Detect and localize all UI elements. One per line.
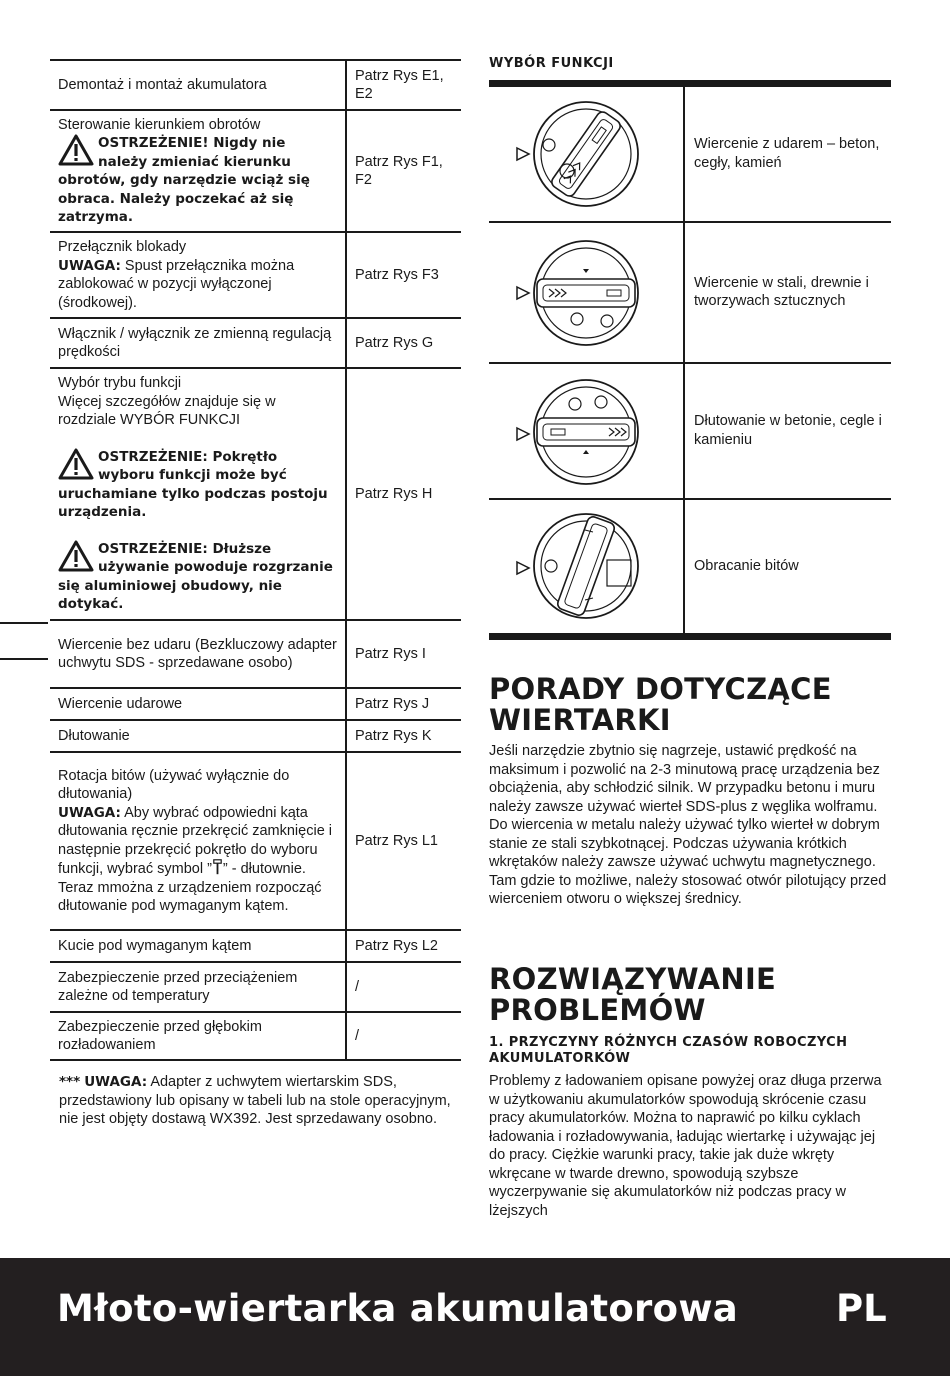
dial-bit-rotation-icon [489, 500, 683, 628]
warning-triangle-icon [58, 448, 94, 480]
warning-block [58, 134, 337, 227]
footnote [59, 1073, 454, 1129]
features-table [50, 59, 461, 1061]
row-label: Dłutowanie [50, 720, 346, 752]
warning-text: OSTRZEŻENIE! Nigdy nie należy zmieniać kierunku obrotów, gdy narzędzie wciąż się obraca. Należy poczekać aż się zatrzyma. [58, 135, 310, 225]
row-ref: Patrz Rys F1, F2 [346, 110, 461, 232]
row-label-cell [50, 110, 346, 232]
row-label: Demontaż i montaż akumulatora [50, 60, 346, 110]
row-label-cell [50, 752, 346, 930]
table-row [50, 930, 461, 962]
warning-text: OSTRZEŻENIE: Pokrętło wyboru funkcji może być uruchamiane tylko podczas postoju urządzenia. [58, 448, 328, 521]
warning-text: OSTRZEŻENIE: Dłuższe używanie powoduje rozgrzanie się aluminiowej obudowy, nie dotykać. [58, 540, 333, 613]
table-row [50, 962, 461, 1012]
margin-mark [0, 658, 48, 660]
row-ref: Patrz Rys H [346, 368, 461, 620]
row-label-cell [50, 368, 346, 620]
table-row [489, 363, 891, 499]
function-text: Wiercenie w stali, drewnie i tworzywach sztucznych [684, 222, 891, 364]
warning-block [58, 448, 337, 522]
function-text: Obracanie bitów [684, 499, 891, 637]
row-ref: / [346, 962, 461, 1012]
functions-table [489, 80, 891, 640]
table-row [489, 222, 891, 364]
function-text: Dłutowanie w betonie, cegle i kamieniu [684, 363, 891, 499]
warning-triangle-icon [58, 540, 94, 572]
row-label: Zabezpieczenie przed głębokim rozładowaniem [50, 1012, 346, 1060]
margin-mark [0, 622, 48, 624]
language-code: PL [836, 1287, 887, 1330]
row-label: Wiercenie bez udaru (Bezkluczowy adapter uchwytu SDS - sprzedawane osobo) [50, 620, 346, 688]
table-row [50, 752, 461, 930]
row-label: Rotacja bitów (używać wyłącznie do dłutowania) [58, 767, 290, 802]
row-ref: Patrz Rys L1 [346, 752, 461, 930]
row-ref: Patrz Rys J [346, 688, 461, 720]
row-label-detail: Więcej szczegółów znajduje się w rozdziale WYBÓR FUNKCJI [58, 393, 276, 429]
tips-body: Jeśli narzędzie zbytnio się nagrzeje, ustawić prędkość na maksimum i pozwolić na 2-3 minutową pracę urządzenia bez obciążenia, aby schłodzić silnik. W przypadku betonu i muru należy zawsze używać wierteł SDS-plus z węglika wolframu. Do wiercenia w metalu należy używać tylko wierteł w dobrym stanie ze stali szybkotnącej. Podczas używania krótkich wkrętaków należy zawsze używać uchwytu magnetycznego. Tam gdzie to możliwe, należy stosować otwór pilotujący przed wierceniem otworu o większej średnicy. [489, 743, 887, 907]
dial-hammer-drill-icon [489, 87, 683, 215]
dial-cell [489, 84, 684, 222]
table-row [50, 688, 461, 720]
row-ref: Patrz Rys I [346, 620, 461, 688]
warning-triangle-icon [58, 134, 94, 166]
row-label: Sterowanie kierunkiem obrotów [58, 116, 261, 133]
row-label: Zabezpieczenie przed przeciążeniem zależne od temperatury [50, 962, 346, 1012]
note-text-end: ” - dłutownie. Teraz mmożna z urządzeniem rozpocząć dłutowanie pod wymaganym kątem. [58, 861, 322, 914]
table-row [50, 620, 461, 688]
row-label-cell [50, 232, 346, 318]
table-row [50, 110, 461, 232]
footer-title: Młoto-wiertarka akumulatorowa [57, 1287, 739, 1330]
note-text: Spust przełącznika można zablokować w pozycji wyłączonej (środkowej). [58, 257, 295, 311]
chisel-symbol-icon [213, 859, 222, 875]
table-row [50, 1012, 461, 1060]
footnote-text: Adapter z uchwytem wiertarskim SDS, przedstawiony lub opisany w tabeli lub na stole operacyjnym, nie jest objęty dostawą WX392. Jest sprzedawany osobno. [59, 1074, 451, 1127]
row-label: Wiercenie udarowe [50, 688, 346, 720]
dial-cell [489, 363, 684, 499]
warning-block [58, 540, 337, 614]
note-text: Aby wybrać odpowiedni kąta dłutowania ręcznie przekręcić zamknięcie i następnie przekręcić pokrętło do wyboru funkcji, wybrać symbol ” [58, 804, 333, 877]
row-ref: Patrz Rys E1, E2 [346, 60, 461, 110]
dial-cell [489, 222, 684, 364]
note-label: UWAGA: [58, 804, 121, 821]
table-row [50, 368, 461, 620]
table-row [50, 60, 461, 110]
row-ref: Patrz Rys G [346, 318, 461, 368]
troubleshooting-subtitle: 1. PRZYCZYNY RÓŻNYCH CZASÓW ROBOCZYCH AKUMULATORKÓW [489, 1035, 848, 1066]
dial-drill-icon [489, 223, 683, 357]
functions-title: WYBÓR FUNKCJI [489, 56, 614, 71]
row-label: Przełącznik blokady [58, 239, 187, 255]
row-ref: / [346, 1012, 461, 1060]
row-ref: Patrz Rys F3 [346, 232, 461, 318]
dial-chisel-icon [489, 364, 683, 492]
table-row [50, 318, 461, 368]
table-row [50, 720, 461, 752]
row-label: Kucie pod wymaganym kątem [50, 930, 346, 962]
function-text: Wiercenie z udarem – beton, cegły, kamień [684, 84, 891, 222]
row-label: Wybór trybu funkcji [58, 375, 182, 392]
troubleshooting-body: Problemy z ładowaniem opisane powyżej oraz długa przerwa w użytkowaniu akumulatorków spowodują skrócenie czasu pracy akumulatorków. Można to naprawić po kilku cyklach ładowania i rozładowywania, ładując wiertarkę i używając jej do pracy. Ciężkie warunki pracy, takie jak duże wkręty wkręcane w twarde drewno, spowodują szybsze wyczerpywanie się akumulatorków niż podczas pracy w lżejszych [489, 1073, 882, 1219]
table-row [489, 84, 891, 222]
dial-cell [489, 499, 684, 637]
row-ref: Patrz Rys L2 [346, 930, 461, 962]
table-row [489, 499, 891, 637]
row-ref: Patrz Rys K [346, 720, 461, 752]
table-row [50, 232, 461, 318]
row-label: Włącznik / wyłącznik ze zmienną regulacją prędkości [50, 318, 346, 368]
footnote-label: UWAGA: [84, 1074, 148, 1090]
tips-title: PORADY DOTYCZĄCE WIERTARKI [489, 672, 832, 737]
troubleshooting-title: ROZWIĄZYWANIE PROBLEMÓW [489, 962, 777, 1027]
note-label: UWAGA: [58, 257, 121, 274]
footnote-stars: *** [59, 1074, 81, 1090]
